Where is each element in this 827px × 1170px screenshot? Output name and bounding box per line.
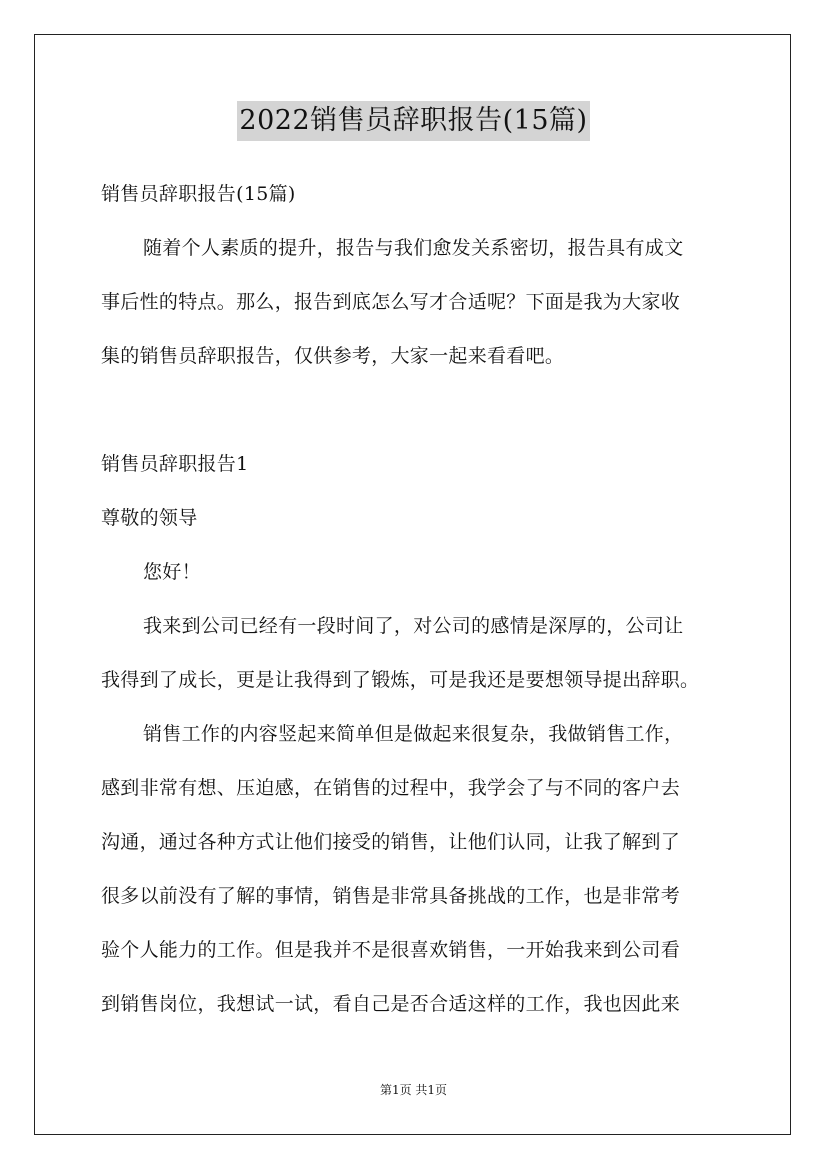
body-line-1: 我来到公司已经有一段时间了，对公司的感情是深厚的，公司让 <box>143 615 684 637</box>
document-title: 2022销售员辞职报告(15篇) <box>237 101 589 141</box>
body-line-5: 沟通，通过各种方式让他们接受的销售，让他们认同，让我了解到了 <box>101 831 681 853</box>
intro-line-3: 集的销售员辞职报告，仅供参考，大家一起来看看吧。 <box>101 345 565 367</box>
body-line-3: 销售工作的内容竖起来简单但是做起来很复杂，我做销售工作， <box>143 723 684 745</box>
document-subtitle: 销售员辞职报告(15篇) <box>101 183 296 205</box>
body-line-8: 到销售岗位，我想试一试，看自己是否合适这样的工作，我也因此来 <box>101 993 681 1015</box>
body-line-4: 感到非常有想、压迫感，在销售的过程中，我学会了与不同的客户去 <box>101 777 681 799</box>
greeting: 您好！ <box>143 561 201 583</box>
page-footer: 第1页 共1页 <box>379 1083 448 1097</box>
intro-line-2: 事后性的特点。那么，报告到底怎么写才合适呢？下面是我为大家收 <box>101 291 681 313</box>
intro-line-1: 随着个人素质的提升，报告与我们愈发关系密切，报告具有成文 <box>143 237 684 259</box>
body-line-6: 很多以前没有了解的事情，销售是非常具备挑战的工作，也是非常考 <box>101 885 681 907</box>
title-container <box>0 101 827 141</box>
body-line-2: 我得到了成长，更是让我得到了锻炼，可是我还是要想领导提出辞职。 <box>101 669 700 691</box>
body-line-7: 验个人能力的工作。但是我并不是很喜欢销售，一开始我来到公司看 <box>101 939 681 961</box>
salutation: 尊敬的领导 <box>101 507 198 529</box>
section-heading: 销售员辞职报告1 <box>101 453 249 475</box>
